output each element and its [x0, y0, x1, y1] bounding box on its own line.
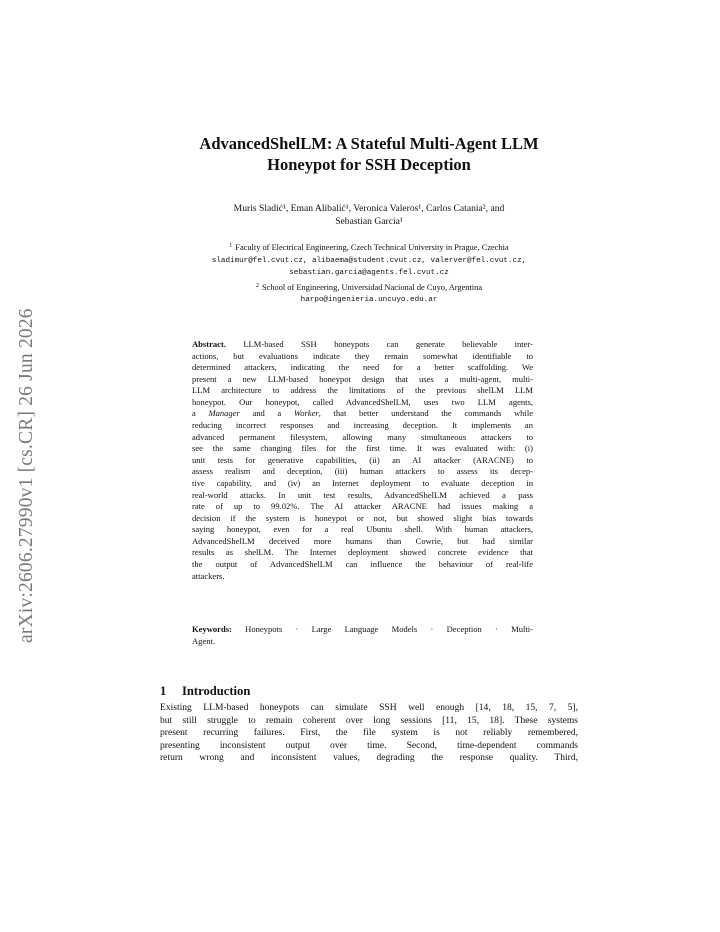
agent-name: Manager — [208, 408, 240, 419]
abstract — [192, 339, 533, 582]
abstract-line: the output of AdvancedShelLM can influence the behaviour of real-life — [192, 558, 533, 569]
abstract-line: reducing incorrect responses and increasing deception. It implements an — [192, 420, 533, 431]
paper-title — [160, 133, 578, 175]
authors-line: Sebastian Garcia¹ — [335, 216, 403, 227]
body-line: presenting inconsistent output over time. Second, time-dependent commands — [160, 739, 578, 751]
abstract-line: tive capability, and (iv) an Internet deployment to evaluate deception in — [192, 477, 533, 488]
affiliation-name: School of Engineering, Universidad Nacional de Cuyo, Argentina — [261, 282, 483, 292]
abstract-line: see the same changing files for the first time. It was evaluated with: (i) — [192, 443, 533, 454]
affiliations — [160, 240, 578, 307]
affiliation-emails: sladimur@fel.cvut.cz, alibaema@student.cvut.cz, valerver@fel.cvut.cz, — [211, 256, 527, 265]
abstract-line: a Manager and a Worker, that better understand the commands while — [192, 408, 533, 419]
abstract-line: unit tests for generative capabilities, (ii) an AI attacker (ARACNE) to — [192, 454, 533, 465]
abstract-line: rate of up to 99.02%. The AI attacker ARACNE had issues making a — [192, 501, 533, 512]
keywords — [192, 624, 533, 647]
abstract-line: assess realism and deception, (iii) human attackers to assess its decep- — [192, 466, 533, 477]
abstract-line: real-world attacks. In unit test results, AdvancedShelLM achieved a pass — [192, 489, 533, 500]
agent-name: Worker — [293, 408, 319, 419]
keywords-text: Honeypots · Large Language Models · Deception · Multi- — [245, 624, 533, 634]
arxiv-identifier-stamp: arXiv:2606.27990v1 [cs.CR] 26 Jun 2026 — [16, 308, 37, 643]
abstract-line: present a new LLM-based honeypot design that uses a multi-agent, multi- — [192, 373, 533, 384]
body-line: Existing LLM-based honeypots can simulate SSH well enough [14, 18, 15, 7, 5], — [160, 702, 578, 713]
abstract-line: determined attackers, indicating the need for a better scaffolding. We — [192, 362, 533, 373]
abstract-line: saying honeypot, even for a real Ubuntu shell. With human attackers, — [192, 524, 533, 535]
introduction-paragraph — [160, 702, 578, 765]
authors-line: Muris Sladić¹, Eman Alibalić¹, Veronica Valeros¹, Carlos Catania², and — [233, 203, 505, 214]
affiliation-emails: sebastian.garcia@agents.fel.cvut.cz — [289, 269, 449, 278]
keywords-line — [192, 624, 533, 636]
title-line: Honeypot for SSH Deception — [267, 155, 471, 174]
affiliation-2 — [160, 280, 578, 295]
author-list — [160, 202, 578, 228]
abstract-line: honeypot. Our honeypot, called AdvancedShelLM, uses two LLM agents, — [192, 396, 533, 407]
body-line: return wrong and inconsistent values, degrading the response quality. Third, — [160, 752, 578, 764]
affiliation-marker: 1 — [229, 243, 233, 249]
keywords-label: Keywords: — [192, 624, 232, 634]
abstract-text: LLM-based SSH honeypots can generate believable inter- — [243, 339, 533, 349]
section-number: 1 — [160, 684, 167, 699]
abstract-label: Abstract. — [192, 339, 226, 349]
affiliation-name: Faculty of Electrical Engineering, Czech Technical University in Prague, Czechia — [235, 243, 509, 252]
abstract-line: advanced permanent filesystem, allowing many simultaneous attackers to — [192, 431, 533, 442]
body-line: but still struggle to remain coherent over long sessions [11, 15, 18]. These systems — [160, 714, 578, 726]
abstract-line: actions, but evaluations indicate they remain somewhat identifiable to — [192, 350, 533, 361]
abstract-line: AdvancedShelLM deceived more humans than Cowrie, but had similar — [192, 535, 533, 546]
abstract-line: decision if the system is honeypot or not, but showed slight bias towards — [192, 512, 533, 523]
abstract-line: results as shelLM. The Internet deployment showed concrete evidence that — [192, 547, 533, 558]
section-title: Introduction — [182, 684, 251, 699]
affiliation-email: harpo@ingenieria.uncuyo.edu.ar — [300, 296, 438, 305]
affiliation-1 — [160, 240, 578, 255]
abstract-line: attackers. — [192, 570, 225, 581]
title-line: AdvancedShelLM: A Stateful Multi-Agent LLM — [199, 134, 539, 153]
affiliation-marker: 2 — [255, 282, 259, 289]
body-line: present recurring failures. First, the file system is not reliably remembered, — [160, 727, 578, 739]
abstract-line: LLM architecture to address the limitations of the previous shelLM LLM — [192, 385, 533, 396]
abstract-line — [192, 339, 533, 351]
section-heading-introduction — [160, 683, 250, 699]
keywords-line: Agent. — [192, 635, 216, 646]
